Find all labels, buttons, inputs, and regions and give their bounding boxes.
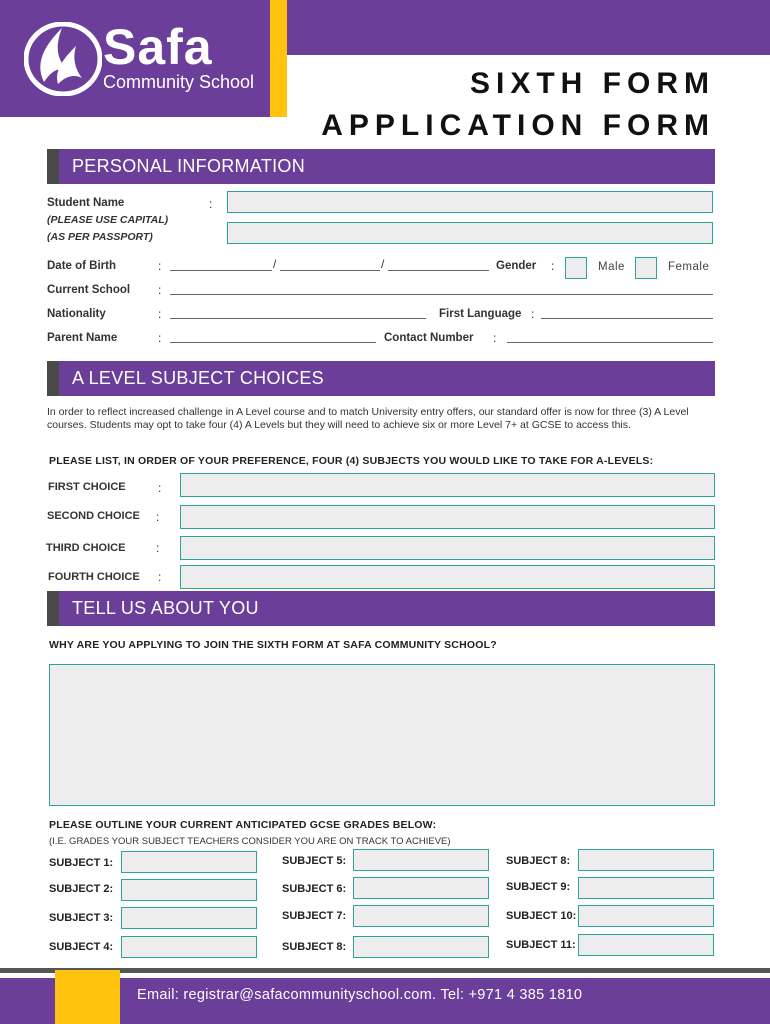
grade-field-5[interactable] — [353, 849, 489, 871]
grade-field-6[interactable] — [353, 877, 489, 899]
second-choice-field[interactable] — [180, 505, 715, 529]
grade-label-4: SUBJECT 4: — [49, 941, 114, 953]
male-label: Male — [598, 261, 625, 273]
section-personal-information — [47, 149, 715, 184]
grade-label-11: SUBJECT 10: — [506, 910, 577, 922]
grade-label-6: SUBJECT 6: — [282, 883, 347, 895]
first-choice-field[interactable] — [180, 473, 715, 497]
grade-field-3[interactable] — [121, 907, 257, 929]
date-separator: / — [273, 257, 277, 271]
colon: : — [158, 570, 162, 584]
footer-contact: Email: registrar@safacommunityschool.com. Tel: +971 4 385 1810 — [137, 987, 583, 1003]
colon: : — [209, 197, 213, 211]
colon: : — [158, 283, 162, 297]
footer-accent-block — [55, 970, 120, 1024]
grade-field-11[interactable] — [578, 905, 714, 927]
gcse-grades-note: (I.E. GRADES YOUR SUBJECT TEACHERS CONSIDER YOU ARE ON TRACK TO ACHIEVE) — [49, 836, 451, 847]
choice-label-2: SECOND CHOICE — [47, 510, 140, 522]
section-a-level-choices — [47, 361, 715, 396]
grade-label-2: SUBJECT 2: — [49, 883, 114, 895]
school-logo-name: Safa — [103, 19, 213, 75]
date-separator: / — [381, 257, 385, 271]
contact-number-line[interactable] — [507, 342, 713, 343]
section-stub — [47, 149, 59, 184]
gender-label: Gender — [496, 260, 537, 272]
colon: : — [493, 331, 497, 345]
form-title-line1: SIXTH FORM — [470, 67, 715, 100]
colon: : — [158, 331, 162, 345]
grade-label-3: SUBJECT 3: — [49, 912, 114, 924]
female-checkbox[interactable] — [635, 257, 657, 279]
colon: : — [156, 510, 160, 524]
nationality-label: Nationality — [47, 308, 106, 320]
section-title: A LEVEL SUBJECT CHOICES — [72, 368, 324, 388]
grade-label-10: SUBJECT 9: — [506, 881, 571, 893]
student-name-label: Student Name — [47, 197, 125, 209]
section-stub — [47, 361, 59, 396]
form-title-line2: APPLICATION FORM — [321, 109, 715, 142]
grade-field-12[interactable] — [578, 934, 714, 956]
dob-month-line[interactable] — [280, 270, 380, 271]
grade-label-1: SUBJECT 1: — [49, 857, 114, 869]
logo-accent-stripe — [270, 0, 287, 117]
grade-field-1[interactable] — [121, 851, 257, 873]
female-label: Female — [668, 261, 710, 273]
first-language-line[interactable] — [541, 318, 713, 319]
grade-field-2[interactable] — [121, 879, 257, 901]
section-title: PERSONAL INFORMATION — [72, 156, 306, 176]
parent-name-label: Parent Name — [47, 332, 118, 344]
why-apply-textarea[interactable] — [49, 664, 715, 806]
gcse-grades-heading: PLEASE OUTLINE YOUR CURRENT ANTICIPATED GCSE GRADES BELOW: — [49, 819, 437, 831]
grade-label-12: SUBJECT 11: — [506, 939, 576, 951]
section-title: TELL US ABOUT YOU — [72, 598, 259, 618]
choice-label-4: FOURTH CHOICE — [48, 571, 140, 583]
a-level-intro: In order to reflect increased challenge in A Level course and to match University entry offers, our standard offer is now for three (3) A Level courses. Students may opt to take four (4) A Levels but they will need to achieve six or more Level 7+ at GCSE to access this. — [47, 406, 689, 431]
flame-logo-icon — [24, 22, 102, 96]
colon: : — [158, 259, 162, 273]
passport-note: (AS PER PASSPORT) — [47, 231, 153, 243]
grade-field-4[interactable] — [121, 936, 257, 958]
grade-field-7[interactable] — [353, 905, 489, 927]
school-logo-subtitle: Community School — [103, 72, 255, 92]
fourth-choice-field[interactable] — [180, 565, 715, 589]
student-name-field[interactable] — [227, 191, 713, 213]
dob-label: Date of Birth — [47, 260, 116, 272]
first-language-label: First Language — [439, 308, 522, 320]
choice-label-1: FIRST CHOICE — [48, 481, 126, 493]
section-tell-us-about-you — [47, 591, 715, 626]
dob-day-line[interactable] — [170, 270, 272, 271]
grade-field-9[interactable] — [578, 849, 714, 871]
colon: : — [158, 481, 162, 495]
section-stub — [47, 591, 59, 626]
nationality-line[interactable] — [170, 318, 426, 319]
current-school-label: Current School — [47, 284, 131, 296]
grade-label-9: SUBJECT 8: — [506, 855, 571, 867]
grade-field-10[interactable] — [578, 877, 714, 899]
choice-label-3: THIRD CHOICE — [46, 542, 126, 554]
why-apply-question: WHY ARE YOU APPLYING TO JOIN THE SIXTH FORM AT SAFA COMMUNITY SCHOOL? — [49, 639, 497, 651]
student-name-field-2[interactable] — [227, 222, 713, 244]
dob-year-line[interactable] — [388, 270, 489, 271]
colon: : — [551, 259, 555, 273]
grade-label-8: SUBJECT 8: — [282, 941, 347, 953]
colon: : — [531, 307, 535, 321]
grade-label-5: SUBJECT 5: — [282, 855, 347, 867]
current-school-line[interactable] — [170, 294, 713, 295]
colon: : — [156, 541, 160, 555]
parent-name-line[interactable] — [170, 342, 376, 343]
capital-note: (PLEASE USE CAPITAL) — [47, 214, 169, 226]
grade-field-8[interactable] — [353, 936, 489, 958]
contact-number-label: Contact Number — [384, 332, 474, 344]
colon: : — [158, 307, 162, 321]
third-choice-field[interactable] — [180, 536, 715, 560]
male-checkbox[interactable] — [565, 257, 587, 279]
a-level-instruction: PLEASE LIST, IN ORDER OF YOUR PREFERENCE, FOUR (4) SUBJECTS YOU WOULD LIKE TO TAKE FOR A-LEVELS: — [49, 455, 654, 467]
grade-label-7: SUBJECT 7: — [282, 910, 347, 922]
